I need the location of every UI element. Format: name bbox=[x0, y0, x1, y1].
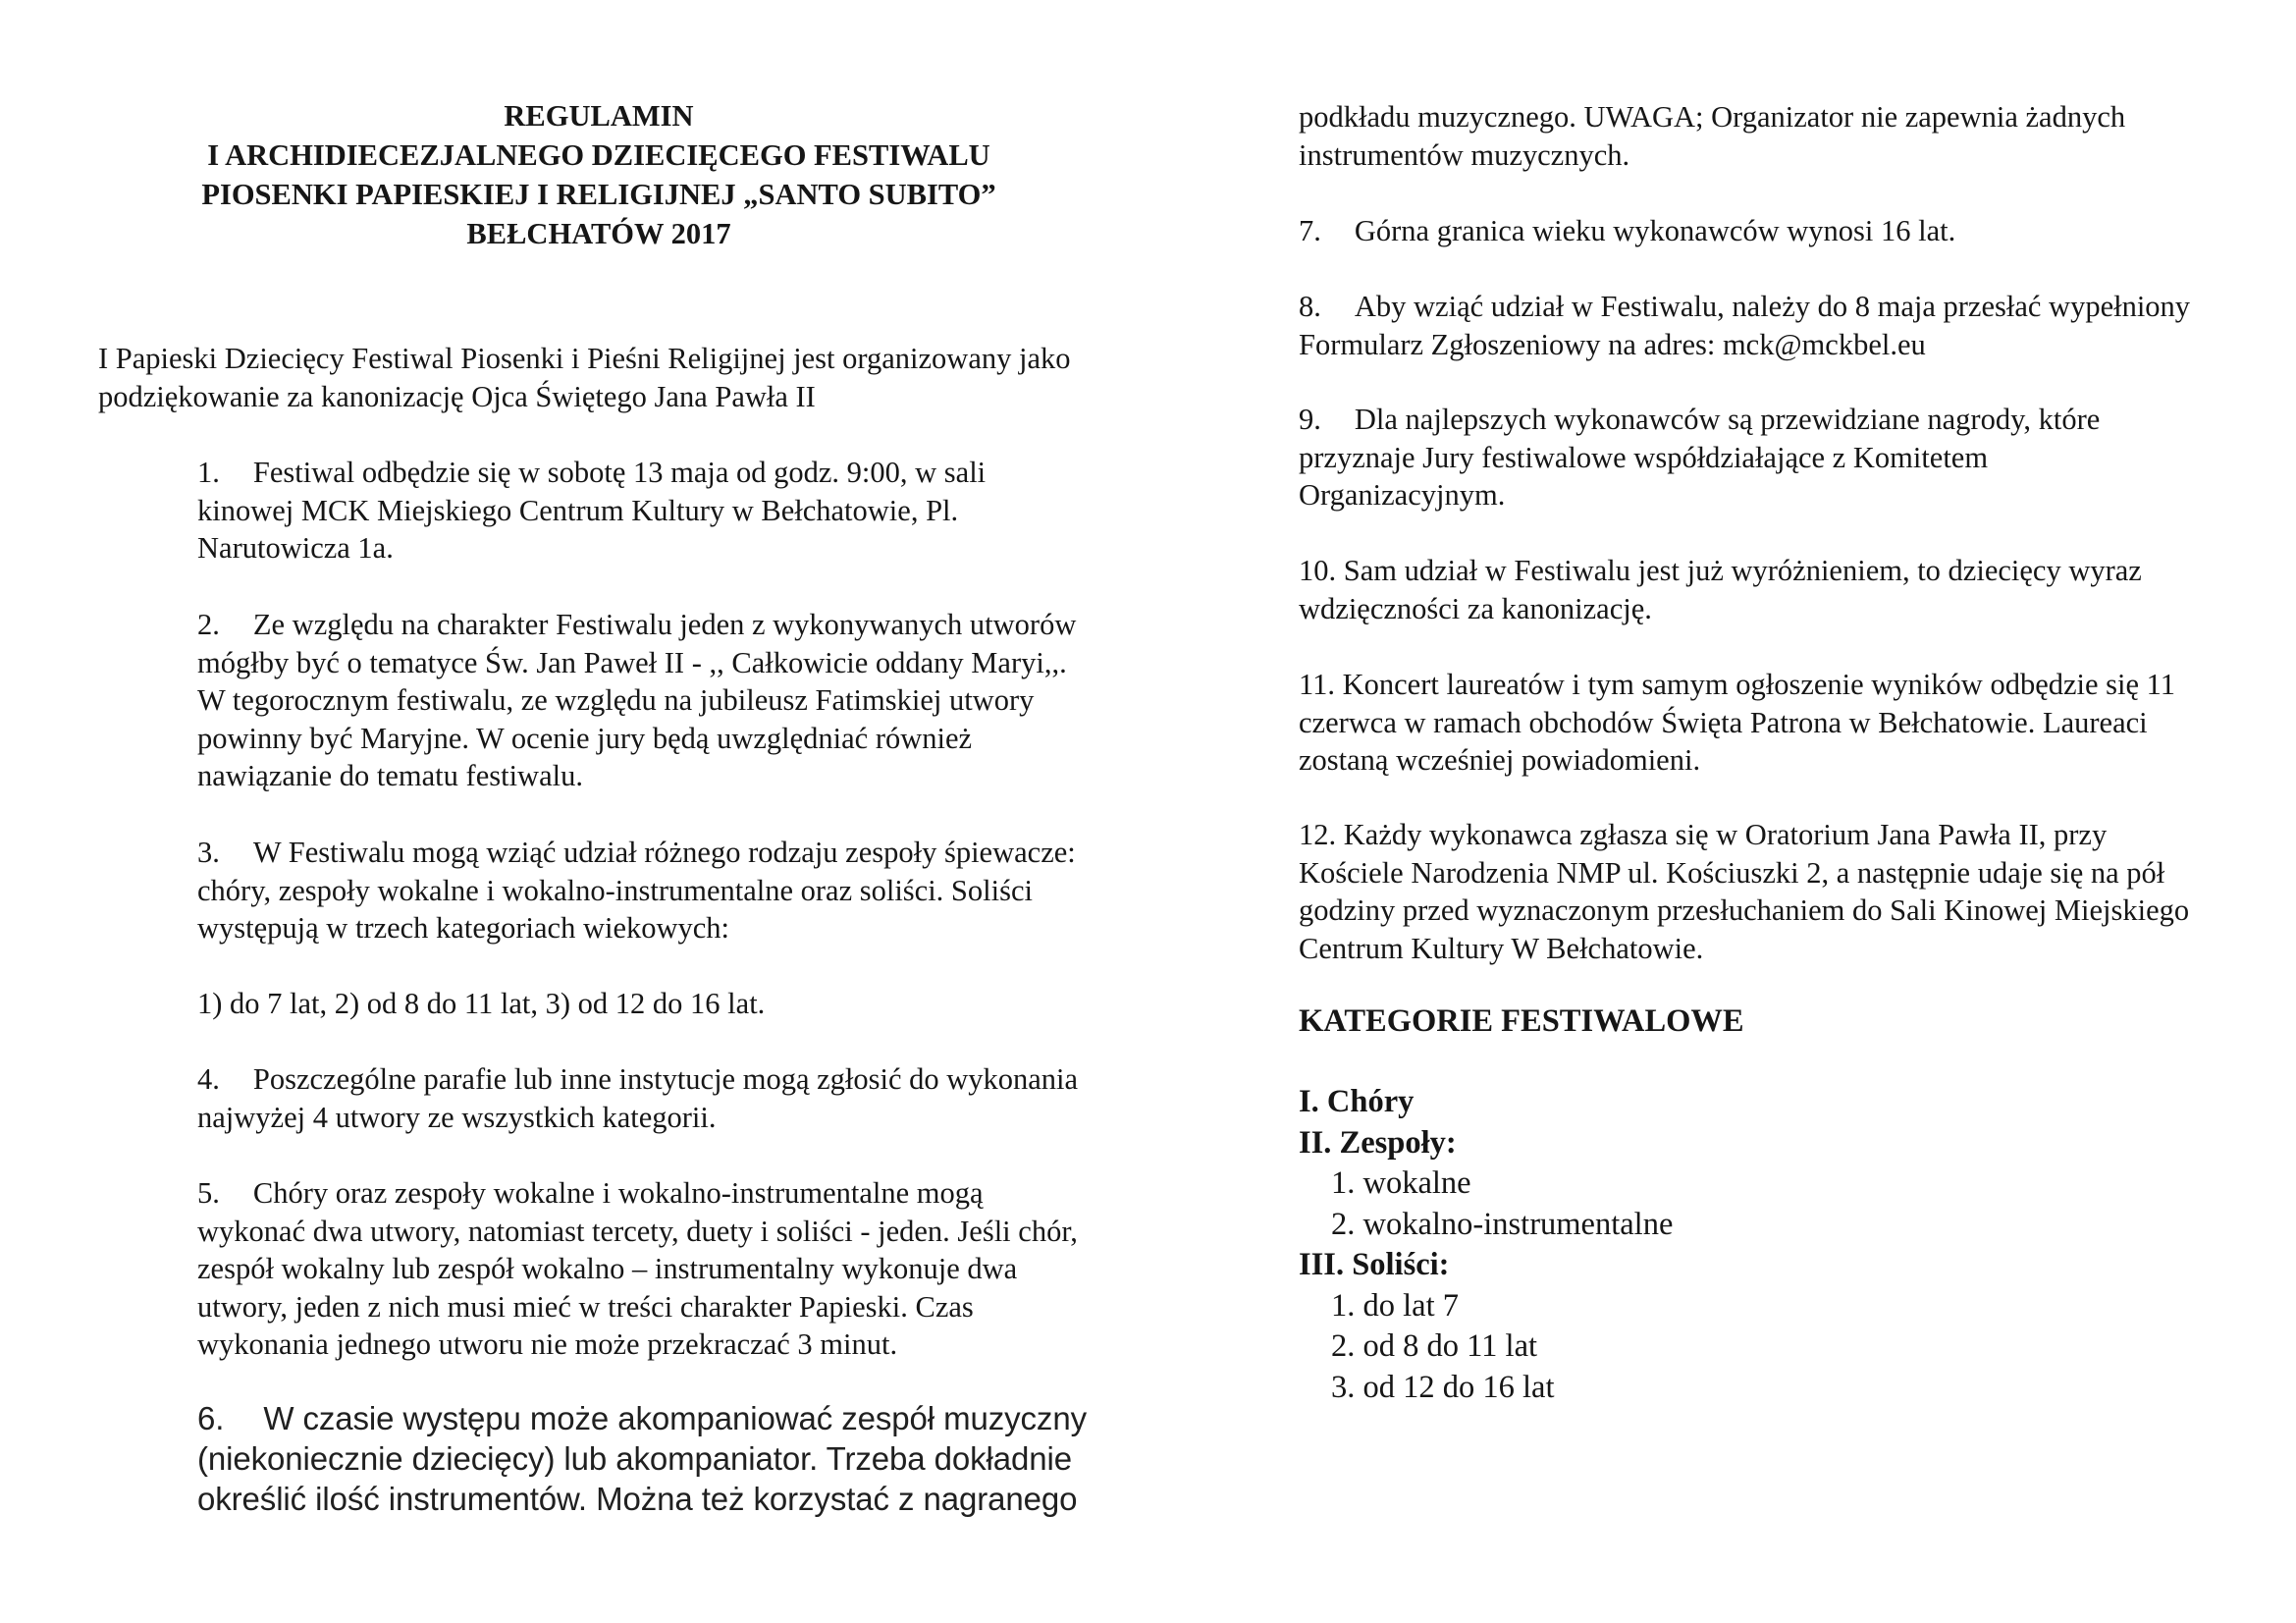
rule-item-3 bbox=[197, 834, 1140, 947]
item-text: przyznaje Jury festiwalowe współdziałające z Komitetem bbox=[1299, 440, 1989, 474]
item-number: 9. bbox=[1299, 403, 1321, 436]
item-text: występują w trzech kategoriach wiekowych: bbox=[197, 911, 730, 945]
item-text: podkładu muzycznego. UWAGA; Organizator nie zapewnia żadnych bbox=[1299, 100, 2126, 134]
title-line-2: I ARCHIDIECEZJALNEGO DZIECIĘCEGO FESTIWALU bbox=[207, 138, 990, 172]
item-text: czerwca w ramach obchodów Święta Patrona w Bełchatowie. Laureaci bbox=[1299, 705, 2148, 739]
item-text: nawiązanie do tematu festiwalu. bbox=[197, 759, 583, 792]
item-number: 8. bbox=[1299, 290, 1321, 323]
document-title bbox=[108, 96, 1090, 253]
rule-item-1 bbox=[197, 454, 1140, 568]
item-text: Centrum Kultury W Bełchatowie. bbox=[1299, 931, 1704, 965]
category-soloists: III. Soliści: bbox=[1299, 1247, 1450, 1282]
item-text: W Festiwalu mogą wziąć udział różnego rodzaju zespoły śpiewacze: bbox=[252, 836, 1076, 869]
title-line-4: BEŁCHATÓW 2017 bbox=[466, 217, 731, 250]
item-text: Górna granica wieku wykonawców wynosi 16 lat. bbox=[1354, 214, 1956, 247]
item-number: 5. bbox=[197, 1176, 220, 1210]
item-number: 7. bbox=[1299, 214, 1321, 247]
categories-list bbox=[1299, 1082, 1673, 1408]
intro-line: podziękowanie za kanonizację Ojca Świętego Jana Pawła II bbox=[98, 379, 816, 413]
rule-item-6-continued bbox=[1299, 98, 2231, 174]
item-text: Aby wziąć udział w Festiwalu, należy do 8 maja przesłać wypełniony bbox=[1354, 290, 2191, 323]
category-groups-item: 1. wokalne bbox=[1331, 1165, 1471, 1201]
item-text: 10. Sam udział w Festiwalu jest już wyróżnieniem, to dziecięcy wyraz bbox=[1299, 554, 2142, 587]
item-text: Narutowicza 1a. bbox=[197, 531, 394, 565]
item-number: 4. bbox=[197, 1062, 220, 1096]
rule-item-12 bbox=[1299, 816, 2231, 967]
intro-line: I Papieski Dziecięcy Festiwal Piosenki i Pieśni Religijnej jest organizowany jako bbox=[98, 342, 1071, 375]
rule-item-11 bbox=[1299, 666, 2231, 780]
item-text: zespół wokalny lub zespół wokalno – instrumentalny wykonuje dwa bbox=[197, 1252, 1018, 1285]
item-text: Chóry oraz zespoły wokalne i wokalno-instrumentalne mogą bbox=[252, 1176, 984, 1210]
item-text: 11. Koncert laureatów i tym samym ogłoszenie wyników odbędzie się 11 bbox=[1299, 668, 2176, 701]
item-text: (niekoniecznie dziecięcy) lub akompaniator. Trzeba dokładnie bbox=[197, 1440, 1073, 1477]
item-text: wdzięczności za kanonizację. bbox=[1299, 591, 1652, 625]
category-soloists-item: 1. do lat 7 bbox=[1331, 1287, 1459, 1324]
rule-item-4 bbox=[197, 1060, 1140, 1136]
item-number: 6. bbox=[197, 1400, 225, 1436]
category-groups: II. Zespoły: bbox=[1299, 1124, 1457, 1161]
item-number: 3. bbox=[197, 836, 220, 869]
item-text: 1) do 7 lat, 2) od 8 do 11 lat, 3) od 12 do 16 lat. bbox=[197, 987, 766, 1020]
item-number: 2. bbox=[197, 608, 220, 641]
item-text: instrumentów muzycznych. bbox=[1299, 137, 1630, 172]
item-text: W tegorocznym festiwalu, ze względu na jubileusz Fatimskiej utwory bbox=[197, 683, 1035, 717]
item-text: Formularz Zgłoszeniowy na adres: mck@mckbel.eu bbox=[1299, 327, 1926, 361]
item-text: 12. Każdy wykonawca zgłasza się w Oratorium Jana Pawła II, przy bbox=[1299, 818, 2108, 851]
item-text: Ze względu na charakter Festiwalu jeden z wykonywanych utworów bbox=[252, 608, 1077, 641]
categories-heading: KATEGORIE FESTIWALOWE bbox=[1299, 1003, 1744, 1039]
title-line-3: PIOSENKI PAPIESKIEJ I RELIGIJNEJ „SANTO SUBITO” bbox=[201, 178, 996, 211]
item-text: Festiwal odbędzie się w sobotę 13 maja od godz. 9:00, w sali bbox=[252, 456, 987, 489]
item-text: Organizacyjnym. bbox=[1299, 478, 1506, 512]
item-text: mógłby być o tematyce Św. Jan Paweł II - ,, Całkowicie oddany Maryi,,. bbox=[197, 645, 1067, 679]
item-number: 1. bbox=[197, 456, 220, 489]
intro-paragraph bbox=[98, 340, 1139, 415]
item-text: zostaną wcześniej powiadomieni. bbox=[1299, 743, 1701, 777]
item-text: kinowej MCK Miejskiego Centrum Kultury w Bełchatowie, Pl. bbox=[197, 493, 959, 527]
rule-item-5 bbox=[197, 1174, 1140, 1364]
item-text: wykonania jednego utworu nie może przekraczać 3 minut. bbox=[197, 1327, 898, 1361]
category-soloists-item: 3. od 12 do 16 lat bbox=[1331, 1369, 1555, 1405]
category-groups-item: 2. wokalno-instrumentalne bbox=[1331, 1206, 1674, 1242]
item-text: najwyżej 4 utwory ze wszystkich kategorii. bbox=[197, 1100, 717, 1134]
age-categories-line bbox=[197, 985, 1140, 1023]
item-text: wykonać dwa utwory, natomiast tercety, duety i soliści - jeden. Jeśli chór, bbox=[197, 1214, 1078, 1248]
rule-item-8 bbox=[1299, 288, 2231, 363]
category-choirs: I. Chóry bbox=[1299, 1084, 1415, 1119]
title-line-1: REGULAMIN bbox=[504, 99, 694, 133]
rule-item-7 bbox=[1299, 212, 2231, 250]
rule-item-10 bbox=[1299, 552, 2231, 627]
item-text: Dla najlepszych wykonawców są przewidziane nagrody, które bbox=[1354, 403, 2101, 436]
rule-item-2 bbox=[197, 606, 1140, 795]
item-text: powinny być Maryjne. W ocenie jury będą uwzględniać również bbox=[197, 721, 973, 755]
rule-item-6 bbox=[197, 1398, 1140, 1519]
item-text: chóry, zespoły wokalne i wokalno-instrumentalne oraz soliści. Soliści bbox=[197, 873, 1033, 907]
item-text: Kościele Narodzenia NMP ul. Kościuszki 2, a następnie udaje się na pół bbox=[1299, 855, 2165, 890]
item-text: Poszczególne parafie lub inne instytucje mogą zgłosić do wykonania bbox=[252, 1062, 1079, 1096]
item-text: godziny przed wyznaczonym przesłuchaniem do Sali Kinowej Miejskiego bbox=[1299, 893, 2190, 927]
category-soloists-item: 2. od 8 do 11 lat bbox=[1331, 1328, 1538, 1364]
item-text: określić ilość instrumentów. Można też korzystać z nagranego bbox=[197, 1481, 1078, 1517]
item-text: utwory, jeden z nich musi mieć w treści charakter Papieski. Czas bbox=[197, 1289, 974, 1324]
rule-item-9 bbox=[1299, 401, 2231, 514]
item-text: W czasie występu może akompaniować zespół muzyczny bbox=[263, 1400, 1087, 1436]
